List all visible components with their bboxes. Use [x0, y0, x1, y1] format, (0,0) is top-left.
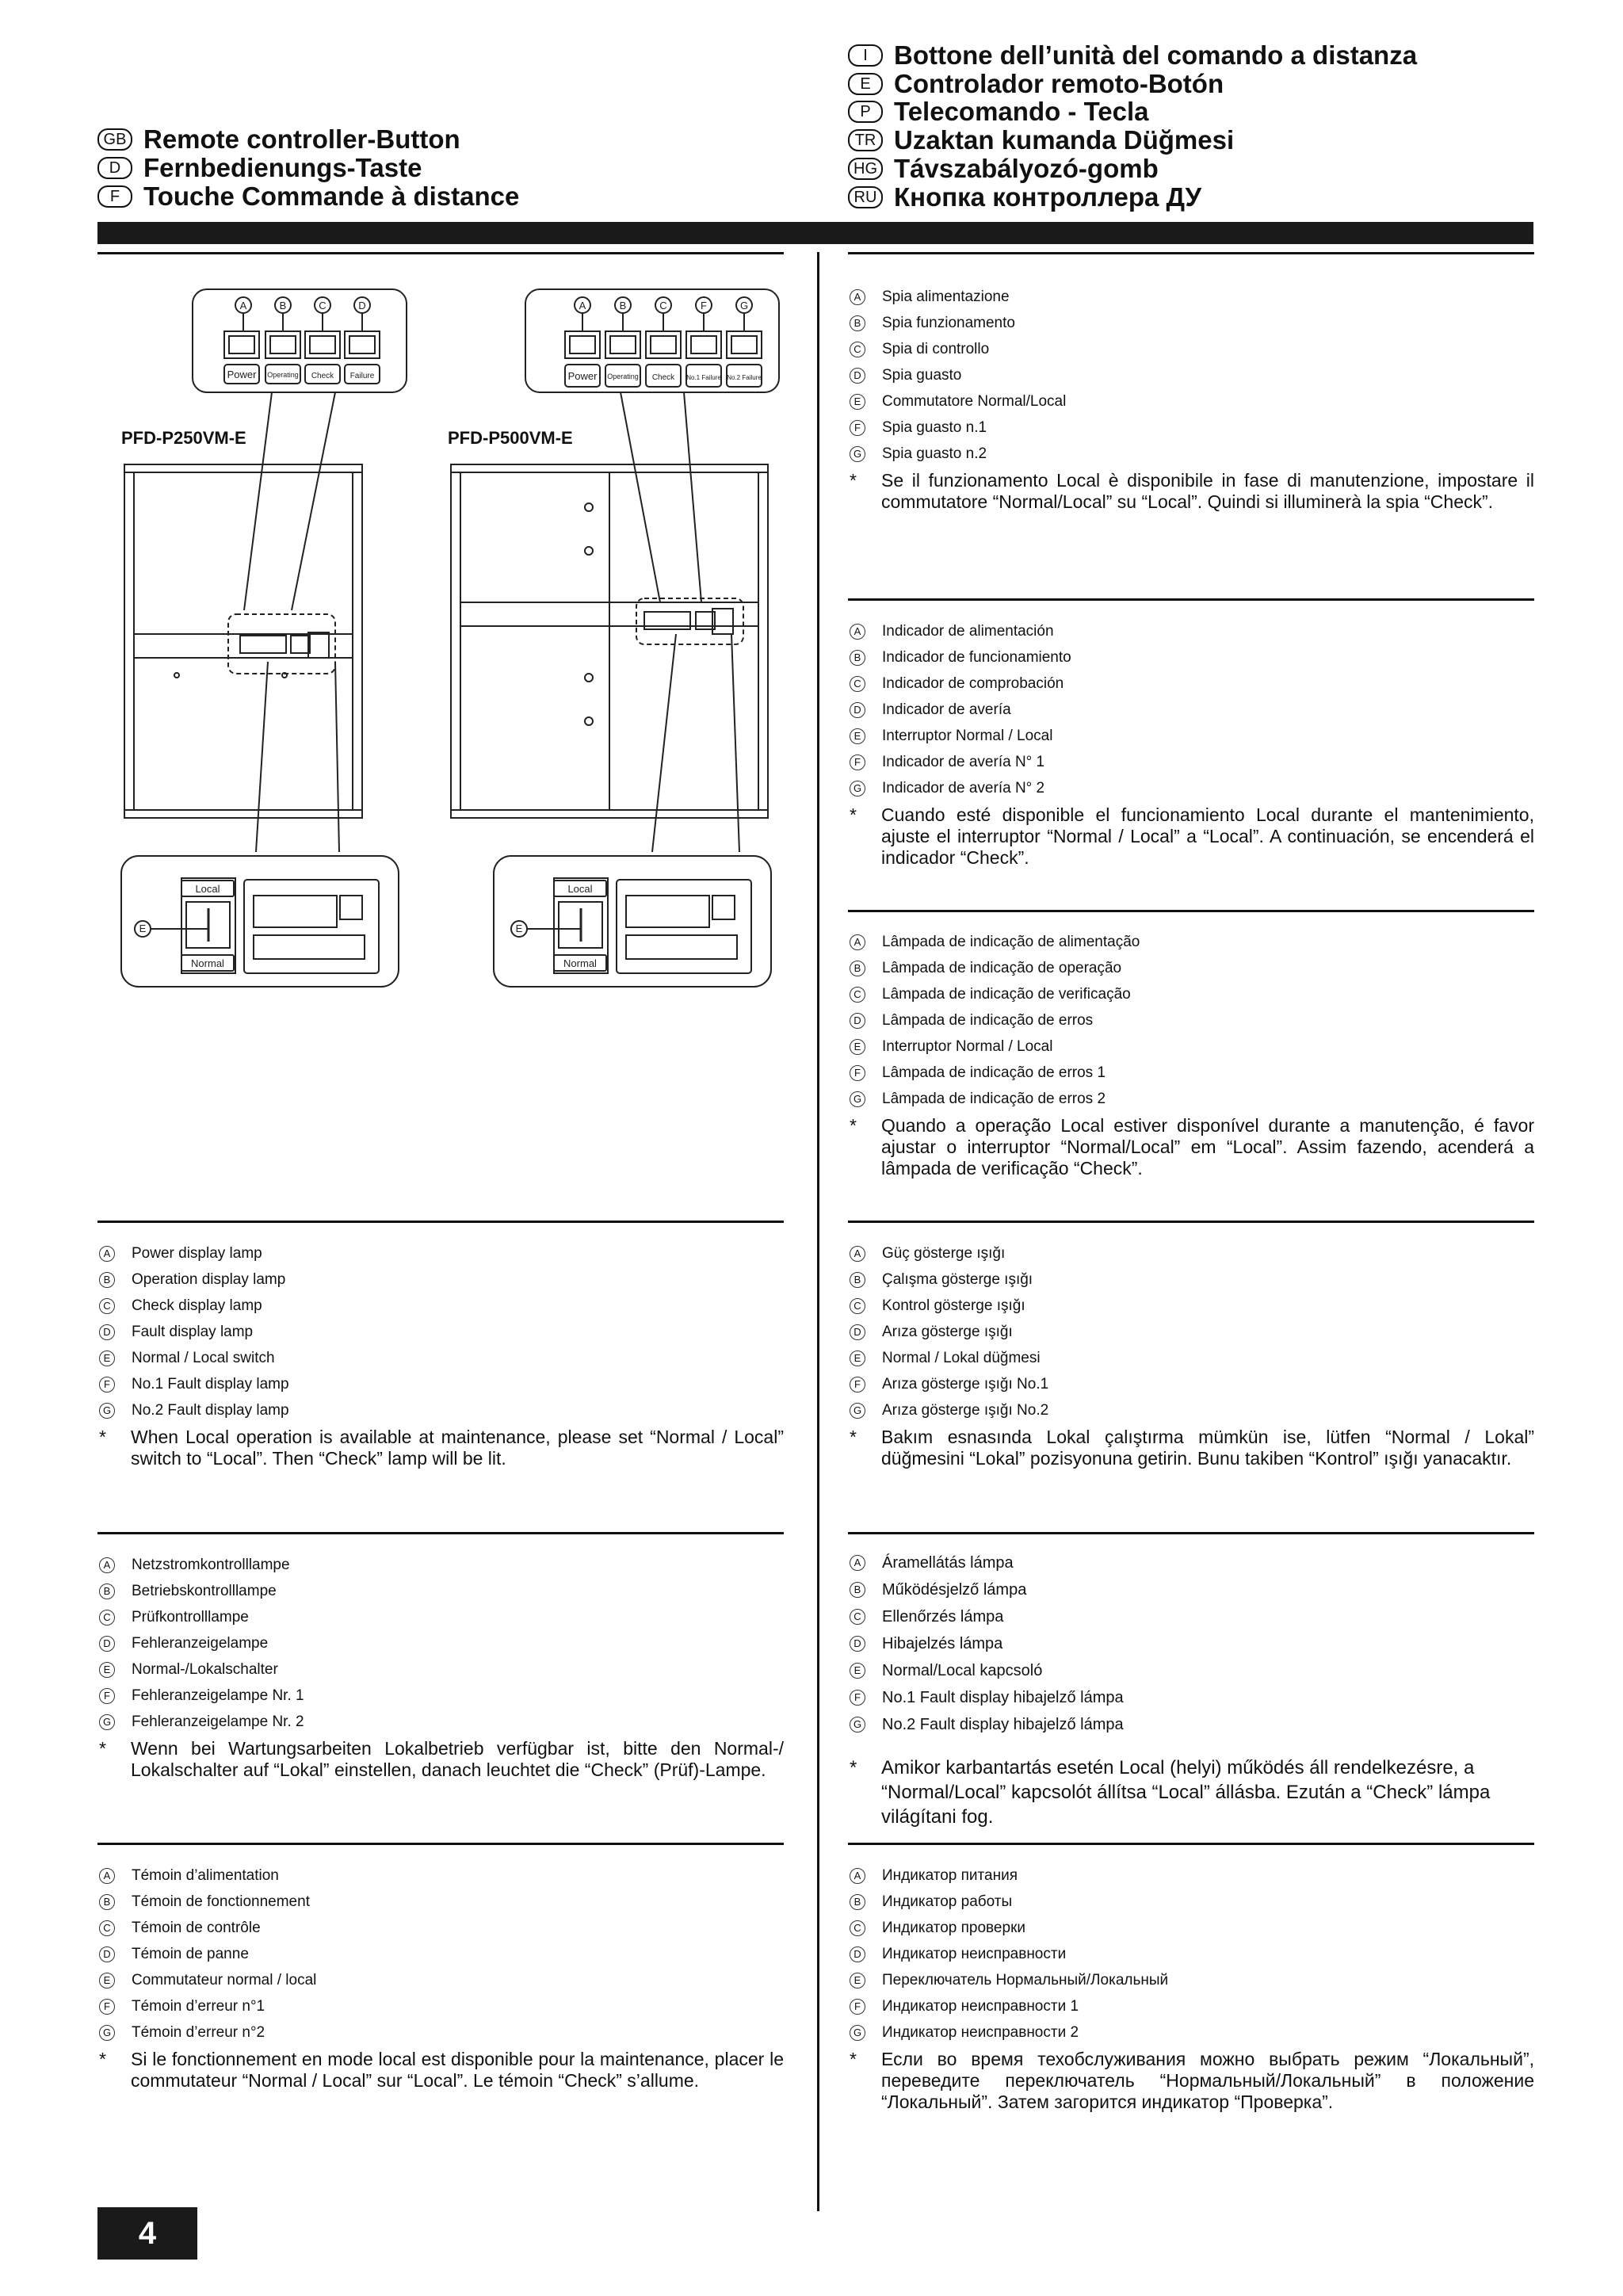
language-code-gb: GB — [97, 128, 132, 151]
section-russian — [848, 1862, 1534, 2113]
list-item — [97, 1889, 784, 1915]
column-divider — [817, 252, 819, 2211]
item-text: Netzstromkontrolllampe — [132, 1556, 290, 1573]
letter-badge: D — [850, 1324, 865, 1340]
letter-badge: B — [99, 1894, 115, 1910]
letter-badge: B — [850, 1582, 865, 1598]
title-row-i — [848, 41, 1417, 70]
letter-badge: G — [99, 1714, 115, 1730]
letter-badge: F — [99, 1688, 115, 1704]
letter-badge: E — [99, 1350, 115, 1366]
title-hg: Távszabályozó-gomb — [894, 154, 1159, 183]
item-text: Témoin d’alimentation — [132, 1866, 279, 1884]
item-text: Spia guasto n.1 — [882, 418, 987, 436]
item-text: Arıza gösterge ışığı No.1 — [882, 1375, 1049, 1392]
note-asterisk: * — [99, 1427, 106, 1447]
list-item — [848, 1993, 1534, 2019]
list-item — [97, 1293, 784, 1319]
rule-right-p — [848, 910, 1534, 912]
note-asterisk: * — [850, 1757, 857, 1778]
letter-badge: F — [850, 1065, 865, 1081]
note-text: Se il funzionamento Local è disponibile in fase di manutenzione, impostare il commutatore “Normal/Local” su “Local”. Quindi si illuminerà la spia “Check”. — [881, 470, 1534, 512]
rule-right-hg — [848, 1532, 1534, 1534]
letter-badge: D — [99, 1946, 115, 1962]
letter-badge: G — [850, 446, 865, 462]
item-text: Témoin de contrôle — [132, 1919, 261, 1936]
lamp-panel-p250 — [193, 289, 407, 392]
title-row-ru — [848, 183, 1201, 212]
list-item — [848, 310, 1534, 336]
list-item — [97, 1941, 784, 1967]
letter-badge: E — [99, 1973, 115, 1988]
letter-badge: E — [850, 1350, 865, 1366]
title-ru: Кнопка контроллера ДУ — [894, 182, 1201, 212]
item-text: Fehleranzeigelampe Nr. 2 — [132, 1713, 304, 1730]
letter-badge: E — [850, 1039, 865, 1055]
note-text: Bakım esnasında Lokal çalıştırma mümkün ise, lütfen “Normal / Lokal” düğmesini “Lokal” pozisyonuna getirin. Bunu takiben “Kontrol” ışığı yanacaktır. — [881, 1427, 1534, 1469]
letter-badge: E — [99, 1662, 115, 1678]
item-text: Fehleranzeigelampe Nr. 1 — [132, 1687, 304, 1704]
list-item — [848, 1684, 1534, 1711]
list-item — [97, 1915, 784, 1941]
title-row-hg — [848, 155, 1159, 183]
item-text: Interruptor Normal / Local — [882, 727, 1053, 744]
letter-badge: G — [850, 1717, 865, 1733]
list-item — [848, 929, 1534, 955]
item-text: Индикатор питания — [882, 1866, 1018, 1884]
title-gb: Remote controller-Button — [143, 124, 460, 154]
list-item — [97, 1266, 784, 1293]
panel1-label-check: Check — [311, 372, 334, 380]
note — [848, 1427, 1534, 1469]
letter-badge: C — [99, 1610, 115, 1626]
language-code-f: F — [97, 185, 132, 208]
list-item — [848, 1630, 1534, 1657]
letter-badge: C — [850, 342, 865, 357]
page-number: 4 — [97, 2207, 197, 2260]
panel2-label-power: Power — [567, 370, 598, 382]
note — [848, 1115, 1534, 1179]
letter-badge: E — [850, 394, 865, 410]
letter-badge: A — [850, 289, 865, 305]
list-item — [848, 1576, 1534, 1603]
unit-p500-cabinet — [451, 464, 768, 818]
letter-badge: C — [99, 1920, 115, 1936]
list-item — [848, 1603, 1534, 1630]
item-text: Indicador de alimentación — [882, 622, 1054, 640]
letter-badge: G — [850, 1403, 865, 1419]
item-text: Operation display lamp — [132, 1270, 286, 1288]
letter-badge: E — [850, 728, 865, 744]
list-item — [848, 618, 1534, 644]
item-text: Fault display lamp — [132, 1323, 254, 1340]
list-item — [848, 1086, 1534, 1112]
list-item — [848, 362, 1534, 388]
section-hungarian — [848, 1549, 1534, 1829]
letter-badge: C — [850, 1920, 865, 1936]
list-item — [97, 1397, 784, 1423]
note-text: Quando a operação Local estiver disponível durante a manutenção, é favor ajustar o interruptor “Normal/Local” em “Local”. Assim fazendo, acenderá a lâmpada de verificação “Check”. — [881, 1115, 1534, 1179]
item-text: Témoin d’erreur n°1 — [132, 1997, 265, 2015]
item-text: Indicador de avería — [882, 701, 1011, 718]
title-row-p — [848, 97, 1149, 126]
item-text: Spia guasto n.2 — [882, 445, 987, 462]
letter-badge: D — [99, 1324, 115, 1340]
item-text: Spia di controllo — [882, 340, 990, 357]
list-item — [848, 1319, 1534, 1345]
section-french — [97, 1862, 784, 2092]
switch2-letter-e: E — [515, 923, 523, 934]
list-item — [848, 1889, 1534, 1915]
note — [97, 1427, 784, 1469]
header-divider-bar — [97, 222, 1533, 244]
list-item — [97, 1345, 784, 1371]
letter-badge: F — [850, 420, 865, 436]
letter-badge: D — [99, 1636, 115, 1652]
item-text: Arıza gösterge ışığı — [882, 1323, 1013, 1340]
note — [848, 1755, 1534, 1829]
letter-badge: G — [99, 1403, 115, 1419]
list-item — [97, 1656, 784, 1683]
note-asterisk: * — [850, 470, 857, 491]
letter-badge: E — [850, 1973, 865, 1988]
list-item — [848, 644, 1534, 670]
title-row-e — [848, 70, 1224, 98]
panel2-label-check: Check — [651, 373, 675, 382]
note — [97, 2049, 784, 2092]
note — [848, 470, 1534, 513]
panel1-letter-a: A — [239, 300, 247, 311]
panel2-letter-b: B — [619, 300, 627, 311]
letter-badge: F — [99, 1377, 115, 1392]
item-text: Lâmpada de indicação de erros 2 — [882, 1090, 1106, 1107]
list-item — [848, 697, 1534, 723]
item-text: Spia alimentazione — [882, 288, 1010, 305]
switch2-label-normal: Normal — [563, 957, 597, 969]
letter-badge: F — [99, 1999, 115, 2015]
item-text: Spia guasto — [882, 366, 962, 384]
note — [848, 2049, 1534, 2113]
letter-badge: B — [850, 315, 865, 331]
item-text: Áramellátás lámpa — [882, 1553, 1014, 1572]
list-item — [97, 1993, 784, 2019]
item-text: Commutatore Normal/Local — [882, 392, 1067, 410]
letter-badge: G — [850, 1091, 865, 1107]
panel1-label-power: Power — [227, 369, 257, 380]
letter-badge: G — [850, 2025, 865, 2041]
letter-badge: A — [850, 624, 865, 640]
letter-badge: B — [850, 650, 865, 666]
letter-badge: F — [850, 1999, 865, 2015]
item-text: Индикатор проверки — [882, 1919, 1025, 1936]
note-asterisk: * — [99, 1738, 106, 1759]
title-row-d — [97, 154, 422, 182]
item-text: Normal-/Lokalschalter — [132, 1660, 278, 1678]
letter-badge: B — [850, 1272, 865, 1288]
rule-right-tr — [848, 1221, 1534, 1223]
item-text: Ellenőrzés lámpa — [882, 1607, 1004, 1626]
list-item — [97, 1967, 784, 1993]
section-english — [97, 1240, 784, 1469]
model-label-p250: PFD-P250VM-E — [121, 428, 246, 448]
panel1-letter-b: B — [279, 300, 287, 311]
list-item — [848, 2019, 1534, 2046]
letter-badge: A — [99, 1557, 115, 1573]
list-item — [848, 1967, 1534, 1993]
title-e: Controlador remoto-Botón — [894, 69, 1224, 98]
panel1-label-failure: Failure — [349, 372, 375, 380]
item-text: Normal / Local switch — [132, 1349, 275, 1366]
letter-badge: D — [850, 702, 865, 718]
list-item — [848, 1240, 1534, 1266]
item-text: Переключатель Нормальный/Локальный — [882, 1971, 1169, 1988]
item-text: Lâmpada de indicação de erros 1 — [882, 1064, 1106, 1081]
list-item — [848, 670, 1534, 697]
letter-badge: D — [850, 368, 865, 384]
lamp-panel-p500 — [525, 289, 779, 392]
item-text: Arıza gösterge ışığı No.2 — [882, 1401, 1049, 1419]
language-code-hg: HG — [848, 158, 883, 180]
note-asterisk: * — [850, 804, 857, 825]
item-text: Interruptor Normal / Local — [882, 1037, 1053, 1055]
note-asterisk: * — [850, 2049, 857, 2069]
item-text: Check display lamp — [132, 1297, 262, 1314]
list-item — [97, 1604, 784, 1630]
panel1-label-operating: Operating — [267, 371, 299, 379]
list-item — [848, 1266, 1534, 1293]
item-text: Güç gösterge ışığı — [882, 1244, 1006, 1262]
item-text: No.1 Fault display lamp — [132, 1375, 289, 1392]
switch2-label-local: Local — [567, 883, 593, 895]
switch1-label-local: Local — [195, 883, 220, 895]
rule-left-top — [97, 252, 784, 254]
switch-panel-p250 — [121, 856, 399, 987]
item-text: Működésjelző lámpa — [882, 1580, 1027, 1599]
letter-badge: F — [850, 1377, 865, 1392]
item-text: Fehleranzeigelampe — [132, 1634, 269, 1652]
unit-p250-cabinet — [124, 464, 362, 818]
list-item — [848, 1549, 1534, 1576]
title-f: Touche Commande à distance — [143, 181, 520, 211]
switch1-letter-e: E — [139, 923, 147, 934]
letter-badge: D — [850, 1013, 865, 1029]
item-text: Betriebskontrolllampe — [132, 1582, 277, 1599]
panel2-label-no2-failure: No.2 Failure — [727, 374, 762, 381]
panel2-label-no1-failure: No.1 Failure — [686, 374, 721, 381]
list-item — [848, 1915, 1534, 1941]
letter-badge: B — [99, 1272, 115, 1288]
letter-badge: A — [99, 1246, 115, 1262]
title-row-tr — [848, 126, 1234, 155]
item-text: Индикатор работы — [882, 1893, 1013, 1910]
letter-badge: B — [99, 1584, 115, 1599]
letter-badge: C — [99, 1298, 115, 1314]
note-asterisk: * — [850, 1427, 857, 1447]
list-item — [848, 1941, 1534, 1967]
item-text: Çalışma gösterge ışığı — [882, 1270, 1033, 1288]
panel2-letter-f: F — [701, 300, 707, 311]
item-text: Power display lamp — [132, 1244, 262, 1262]
title-row-f — [97, 182, 519, 211]
item-text: Indicador de funcionamiento — [882, 648, 1071, 666]
language-code-tr: TR — [848, 129, 883, 151]
note-text: Amikor karbantartás esetén Local (helyi) működés áll rendelkezésre, a “Normal/Local” kapcsolót állítsa “Local” állásba. Ezután a “Check” lámpa világítani fog. — [881, 1757, 1491, 1828]
language-code-p: P — [848, 101, 883, 123]
list-item — [848, 1007, 1534, 1033]
list-item — [97, 2019, 784, 2046]
item-text: Lâmpada de indicação de alimentação — [882, 933, 1140, 950]
item-text: Indicador de avería N° 1 — [882, 753, 1045, 770]
list-item — [848, 1345, 1534, 1371]
item-text: Normal/Local kapcsoló — [882, 1661, 1043, 1679]
list-item — [848, 1657, 1534, 1684]
section-german — [97, 1552, 784, 1781]
switch1-label-normal: Normal — [191, 957, 224, 969]
item-text: Lâmpada de indicação de erros — [882, 1011, 1094, 1029]
letter-badge: A — [99, 1868, 115, 1884]
item-text: Индикатор неисправности — [882, 1945, 1067, 1962]
list-item — [848, 415, 1534, 441]
list-item — [848, 775, 1534, 801]
list-item — [848, 1293, 1534, 1319]
letter-badge: C — [850, 1609, 865, 1625]
note-text: Cuando esté disponible el funcionamiento Local durante el mantenimiento, ajuste el interruptor “Normal / Local” a “Local”. A continuación, se encenderá el indicador “Check”. — [881, 804, 1534, 868]
letter-badge: A — [850, 1555, 865, 1571]
section-portuguese — [848, 929, 1534, 1179]
item-text: Lâmpada de indicação de operação — [882, 959, 1122, 976]
item-text: Normal / Lokal düğmesi — [882, 1349, 1041, 1366]
list-item — [848, 1862, 1534, 1889]
item-text: Prüfkontrolllampe — [132, 1608, 249, 1626]
list-item — [848, 749, 1534, 775]
list-item — [848, 981, 1534, 1007]
panel2-letter-a: A — [579, 300, 586, 311]
item-text: No.1 Fault display hibajelző lámpa — [882, 1688, 1124, 1706]
list-item — [848, 1397, 1534, 1423]
letter-badge: G — [850, 781, 865, 797]
item-text: Indicador de comprobación — [882, 674, 1064, 692]
item-text: Lâmpada de indicação de verificação — [882, 985, 1131, 1003]
letter-badge: G — [99, 2025, 115, 2041]
list-item — [848, 1711, 1534, 1738]
item-text: Témoin de panne — [132, 1945, 249, 1962]
item-text: No.2 Fault display hibajelző lámpa — [882, 1715, 1124, 1733]
item-text: No.2 Fault display lamp — [132, 1401, 289, 1419]
list-item — [848, 388, 1534, 415]
letter-badge: B — [850, 961, 865, 976]
note-text: When Local operation is available at maintenance, please set “Normal / Local” switch to “Local”. Then “Check” lamp will be lit. — [131, 1427, 784, 1469]
list-item — [848, 336, 1534, 362]
list-item — [848, 1060, 1534, 1086]
rule-left-d — [97, 1532, 784, 1534]
section-italian — [848, 284, 1534, 513]
item-text: Индикатор неисправности 2 — [882, 2023, 1079, 2041]
item-text: Commutateur normal / local — [132, 1971, 317, 1988]
note-asterisk: * — [99, 2049, 106, 2069]
list-item — [97, 1578, 784, 1604]
rule-left-f — [97, 1843, 784, 1845]
panel2-letter-c: C — [659, 300, 667, 311]
language-code-e: E — [848, 73, 883, 95]
list-item — [97, 1683, 784, 1709]
note-text: Если во время техобслуживания можно выбрать режим “Локальный”, переведите переключатель “Нормальный/Локальный” в положение “Локальный”. Затем загорится индикатор “Проверка”. — [881, 2049, 1534, 2112]
panel1-letter-c: C — [319, 300, 327, 311]
list-item — [97, 1240, 784, 1266]
letter-badge: E — [850, 1663, 865, 1679]
letter-badge: B — [850, 1894, 865, 1910]
list-item — [848, 1371, 1534, 1397]
note-text: Si le fonctionnement en mode local est disponible pour la maintenance, placer le commutateur “Normal / Local” sur “Local”. Le témoin “Check” s’allume. — [131, 2049, 784, 2091]
switch-panel-p500 — [494, 856, 771, 987]
item-text: Индикатор неисправности 1 — [882, 1997, 1079, 2015]
language-code-ru: RU — [848, 186, 883, 208]
list-item — [848, 1033, 1534, 1060]
language-code-i: I — [848, 44, 883, 67]
list-item — [848, 955, 1534, 981]
title-d: Fernbedienungs-Taste — [143, 153, 422, 182]
item-text: Kontrol gösterge ışığı — [882, 1297, 1025, 1314]
unit-diagram — [97, 269, 784, 1007]
title-row-gb — [97, 125, 460, 154]
rule-right-e — [848, 598, 1534, 601]
section-spanish — [848, 618, 1534, 869]
list-item — [97, 1552, 784, 1578]
note-text: Wenn bei Wartungsarbeiten Lokalbetrieb verfügbar ist, bitte den Normal-/ Lokalschalter auf “Lokal” einstellen, danach leuchtet die “Check” (Prüf)-Lampe. — [131, 1738, 784, 1780]
model-label-p500: PFD-P500VM-E — [448, 428, 573, 448]
list-item — [97, 1371, 784, 1397]
title-tr: Uzaktan kumanda Düğmesi — [894, 125, 1235, 155]
title-p: Telecomando - Tecla — [894, 97, 1149, 126]
list-item — [97, 1709, 784, 1735]
letter-badge: F — [850, 1690, 865, 1706]
item-text: Témoin d’erreur n°2 — [132, 2023, 265, 2041]
note — [97, 1738, 784, 1781]
letter-badge: C — [850, 1298, 865, 1314]
letter-badge: D — [850, 1636, 865, 1652]
rule-right-top — [848, 252, 1534, 254]
item-text: Hibajelzés lámpa — [882, 1634, 1003, 1652]
section-turkish — [848, 1240, 1534, 1469]
panel1-letter-d: D — [358, 300, 366, 311]
letter-badge: C — [850, 676, 865, 692]
note — [848, 804, 1534, 869]
letter-badge: C — [850, 987, 865, 1003]
panel2-label-operating: Operating — [607, 372, 639, 380]
item-text: Indicador de avería N° 2 — [882, 779, 1045, 797]
letter-badge: A — [850, 1246, 865, 1262]
title-i: Bottone dell’unità del comando a distanza — [894, 40, 1418, 70]
rule-right-ru — [848, 1843, 1534, 1845]
note-asterisk: * — [850, 1115, 857, 1136]
list-item — [97, 1630, 784, 1656]
letter-badge: D — [850, 1946, 865, 1962]
list-item — [848, 284, 1534, 310]
list-item — [848, 441, 1534, 467]
list-item — [848, 723, 1534, 749]
language-code-d: D — [97, 157, 132, 179]
panel2-letter-g: G — [739, 300, 749, 311]
item-text: Spia funzionamento — [882, 314, 1015, 331]
list-item — [97, 1319, 784, 1345]
letter-badge: A — [850, 934, 865, 950]
list-item — [97, 1862, 784, 1889]
letter-badge: F — [850, 755, 865, 770]
letter-badge: A — [850, 1868, 865, 1884]
rule-left-gb — [97, 1221, 784, 1223]
item-text: Témoin de fonctionnement — [132, 1893, 310, 1910]
